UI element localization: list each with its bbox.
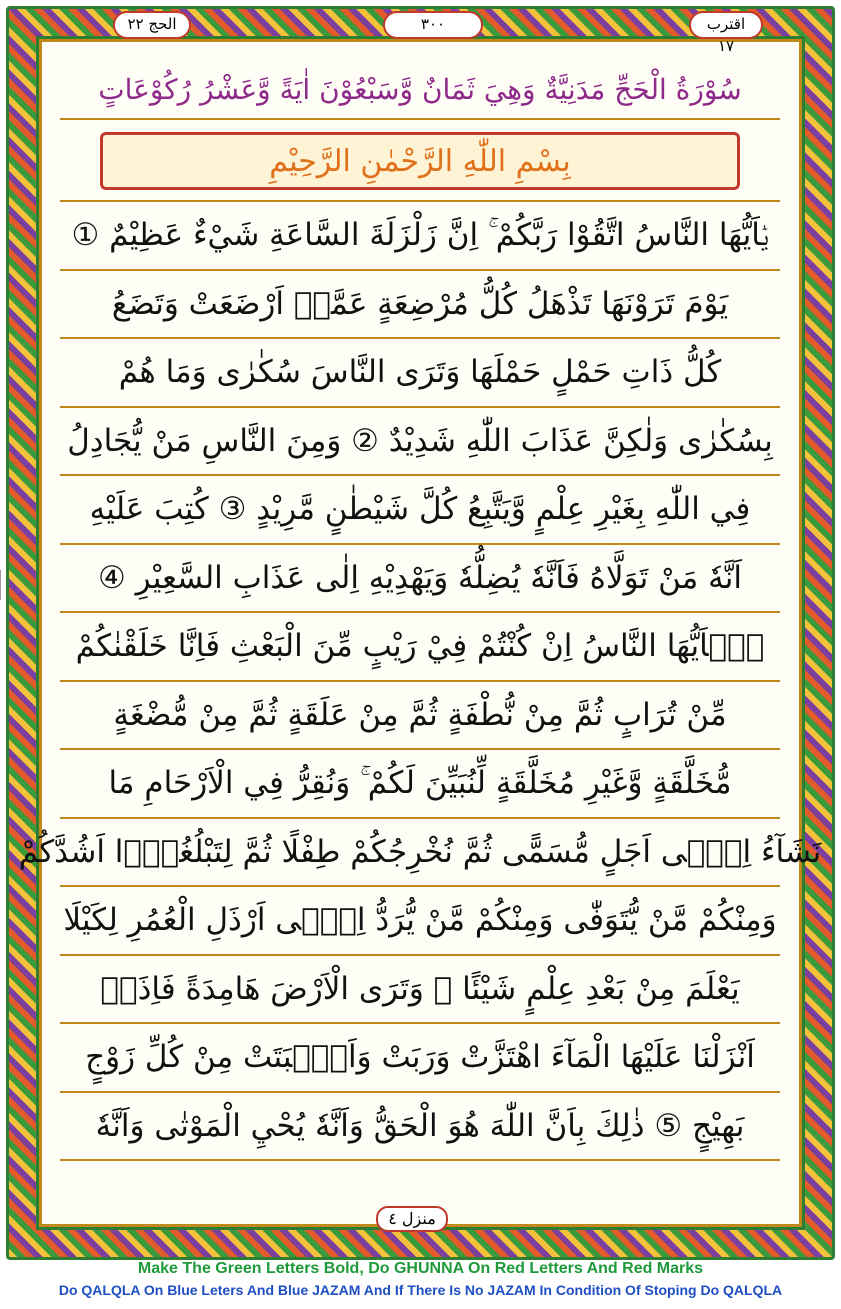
surah-title: سُوْرَةُ الْحَجِّ مَدَنِيَّةٌ وَهِيَ ثَمَانٌ وَّسَبْعُوْنَ اٰيَةً وَّعَشْرُ رُكُوْعَاتٍ [60, 60, 780, 120]
verse-line: يَوْمَ تَرَوْنَهَا تَذْهَلُ كُلُّ مُرْضِعَةٍ عَمَّاۤ اَرْضَعَتْ وَتَضَعُ [60, 271, 780, 340]
verse-line: بَهِيْجٍ ⑤ ذٰلِكَ بِاَنَّ اللّٰهَ هُوَ الْحَقُّ وَاَنَّهٗ يُحْيِ الْمَوْتٰى وَاَنَّهٗ [60, 1093, 780, 1162]
page-number-tab: ٣٠٠ [383, 11, 483, 39]
verse-line: يٰۤاَيُّهَا النَّاسُ اِنْ كُنْتُمْ فِيْ رَيْبٍ مِّنَ الْبَعْثِ فَاِنَّا خَلَقْنٰكُمْ [60, 613, 780, 682]
bismillah: بِسْمِ اللّٰهِ الرَّحْمٰنِ الرَّحِيْمِ [100, 132, 740, 190]
verse-line: كُلُّ ذَاتِ حَمْلٍ حَمْلَهَا وَتَرَى النَّاسَ سُكٰرٰى وَمَا هُمْ [60, 339, 780, 408]
verse-lines [18, 200, 822, 1161]
verse-line: يَعْلَمَ مِنْ بَعْدِ عِلْمٍ شَيْئًا ۚ وَتَرَى الْاَرْضَ هَامِدَةً فَاِذَاۤ [60, 956, 780, 1025]
verse-line: يٰۤاَيُّهَا النَّاسُ اتَّقُوْا رَبَّكُمْ ۚ اِنَّ زَلْزَلَةَ السَّاعَةِ شَيْءٌ عَظِيْمٌ ① [60, 202, 780, 271]
verse-line: وَمِنْكُمْ مَّنْ يُّتَوَفّٰى وَمِنْكُمْ مَّنْ يُّرَدُّ اِلٰۤى اَرْذَلِ الْعُمُرِ لِكَيْلَا [60, 887, 780, 956]
verse-line: بِسُكٰرٰى وَلٰكِنَّ عَذَابَ اللّٰهِ شَدِيْدٌ ② وَمِنَ النَّاسِ مَنْ يُّجَادِلُ [60, 408, 780, 477]
tajweed-instruction-blue: Do QALQLA On Blue Leters And Blue JAZAM And If There Is No JAZAM In Condition Of Stoping Do QALQLA [58, 1282, 783, 1298]
verse-line: مُّخَلَّقَةٍ وَّغَيْرِ مُخَلَّقَةٍ لِّنُبَيِّنَ لَكُمْ ۚ وَنُقِرُّ فِي الْاَرْحَامِ مَا [60, 750, 780, 819]
juz-name-tab: اقترب ١٧ [689, 11, 763, 39]
surah-name-tab: الحج ٢٢ [113, 11, 191, 39]
page-content [18, 60, 822, 1161]
tajweed-instruction-green-red: Make The Green Letters Bold, Do GHUNNA On Red Letters And Red Marks [137, 1260, 704, 1277]
verse-line: فِي اللّٰهِ بِغَيْرِ عِلْمٍ وَّيَتَّبِعُ كُلَّ شَيْطٰنٍ مَّرِيْدٍ ③ كُتِبَ عَلَيْهِ [60, 476, 780, 545]
manzil-tab: منزل ٤ [376, 1206, 448, 1232]
verse-line: اَنَّهٗ مَنْ تَوَلَّاهُ فَاَنَّهٗ يُضِلُّهٗ وَيَهْدِيْهِ اِلٰى عَذَابِ السَّعِيْرِ ④ [60, 545, 780, 614]
verse-line: نَشَآءُ اِلٰۤى اَجَلٍ مُّسَمًّى ثُمَّ نُخْرِجُكُمْ طِفْلًا ثُمَّ لِتَبْلُغُوْۤا اَشُدَّكُمْ [60, 819, 780, 888]
verse-line: اَنْزَلْنَا عَلَيْهَا الْمَآءَ اهْتَزَّتْ وَرَبَتْ وَاَنْۢبَتَتْ مِنْ كُلِّ زَوْجٍ [60, 1024, 780, 1093]
verse-line: مِّنْ تُرَابٍ ثُمَّ مِنْ نُّطْفَةٍ ثُمَّ مِنْ عَلَقَةٍ ثُمَّ مِنْ مُّضْغَةٍ [60, 682, 780, 751]
